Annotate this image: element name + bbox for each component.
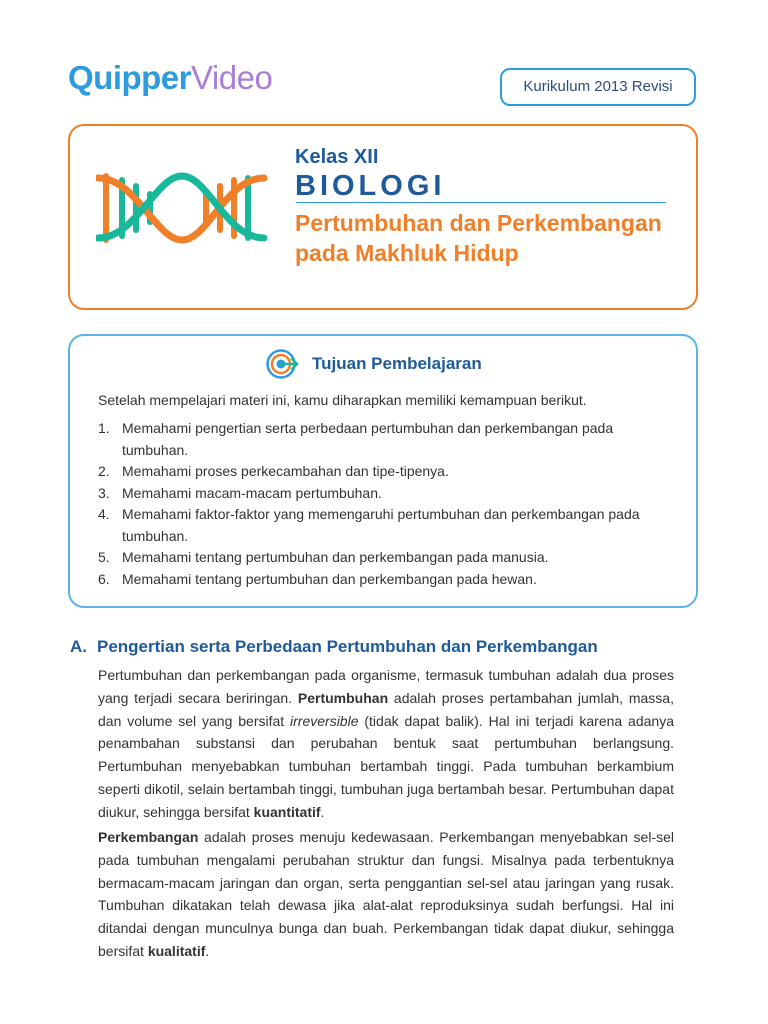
term-kuantitatif: kuantitatif — [253, 803, 321, 820]
logo-quipper: Quipper — [68, 59, 192, 96]
term-pertumbuhan: Pertumbuhan — [297, 689, 389, 706]
term-perkembangan: Perkembangan — [98, 829, 199, 845]
dna-icon — [96, 170, 268, 246]
grade-label: Kelas XII — [295, 146, 379, 168]
title-card — [68, 124, 698, 310]
section-a-heading — [70, 637, 598, 657]
section-letter: A. — [70, 637, 87, 656]
list-item: 5. Memahami tentang pertumbuhan dan perkembangan pada manusia. — [98, 549, 549, 565]
paragraph-pertumbuhan: Pertumbuhan dan perkembangan pada organisme, termasuk tumbuhan adalah dua proses yang terjadi secara beriringan. Pertumbuhan adalah proses pertambahan jumlah, massa, dan volume sel yang bersifat irreversible (tidak dapat balik). Hal ini terjadi karena adanya penambahan substansi dan perubahan bentuk saat pertumbuhan berlangsung. Pertumbuhan menyebabkan tumbuhan bertambah tinggi. Pada tumbuhan berkambium seperti dikotil, selain bertambah tinggi, tumbuhan juga bertambah besar. Pertumbuhan dapat diukur, sehingga bersifat kuantitatif. — [98, 667, 674, 820]
chapter-title: Pertumbuhan dan Perkembangan pada Makhluk Hidup — [295, 210, 662, 266]
term-irreversible: irreversible — [290, 712, 359, 729]
list-item: 3. Memahami macam-macam pertumbuhan. — [98, 484, 382, 501]
list-item: 6. Memahami tentang pertumbuhan dan perkembangan pada hewan. — [98, 570, 537, 587]
curriculum-badge: Kurikulum 2013 Revisi — [500, 68, 696, 106]
list-item: 2. Memahami proses perkecambahan dan tipe-tipenya. — [98, 463, 449, 479]
section-title: Pengertian serta Perbedaan Pertumbuhan dan Perkembangan — [97, 637, 598, 656]
list-item: 1. Memahami pengertian serta perbedaan pertumbuhan dan perkembangan pada tumbuhan. — [98, 420, 614, 458]
paragraph-perkembangan: Perkembangan adalah proses menuju kedewasaan. Perkembangan menyebabkan sel-sel pada tumbuhan mengalami perubahan struktur dan fungsi. Misalnya pada terbentuknya bermacam-macam jaringan dan organ, serta penggantian sel-sel atau jaringan yang rusak. Tumbuhan dikatakan telah dewasa jika alat-alat reproduksinya sudah berfungsi. Hal ini ditandai dengan munculnya bunga dan buah. Perkembangan tidak dapat diukur, sehingga bersifat kualitatif. — [98, 829, 674, 959]
learning-goals-list — [98, 418, 668, 590]
subject-title: BIOLOGI — [295, 170, 446, 202]
quipper-video-logo — [68, 58, 272, 98]
term-kualitatif: kualitatif — [147, 942, 206, 959]
logo-video: Video — [191, 59, 273, 96]
title-divider — [296, 202, 666, 203]
list-item: 4. Memahami faktor-faktor yang memengaruhi pertumbuhan dan perkembangan pada tumbuhan. — [98, 506, 640, 544]
learning-goals-title: Tujuan Pembelajaran — [312, 354, 482, 373]
target-icon — [266, 349, 300, 379]
learning-goals-card — [68, 334, 698, 608]
learning-goals-header — [266, 346, 482, 382]
learning-goals-intro: Setelah mempelajari materi ini, kamu diharapkan memiliki kemampuan berikut. — [98, 392, 587, 408]
